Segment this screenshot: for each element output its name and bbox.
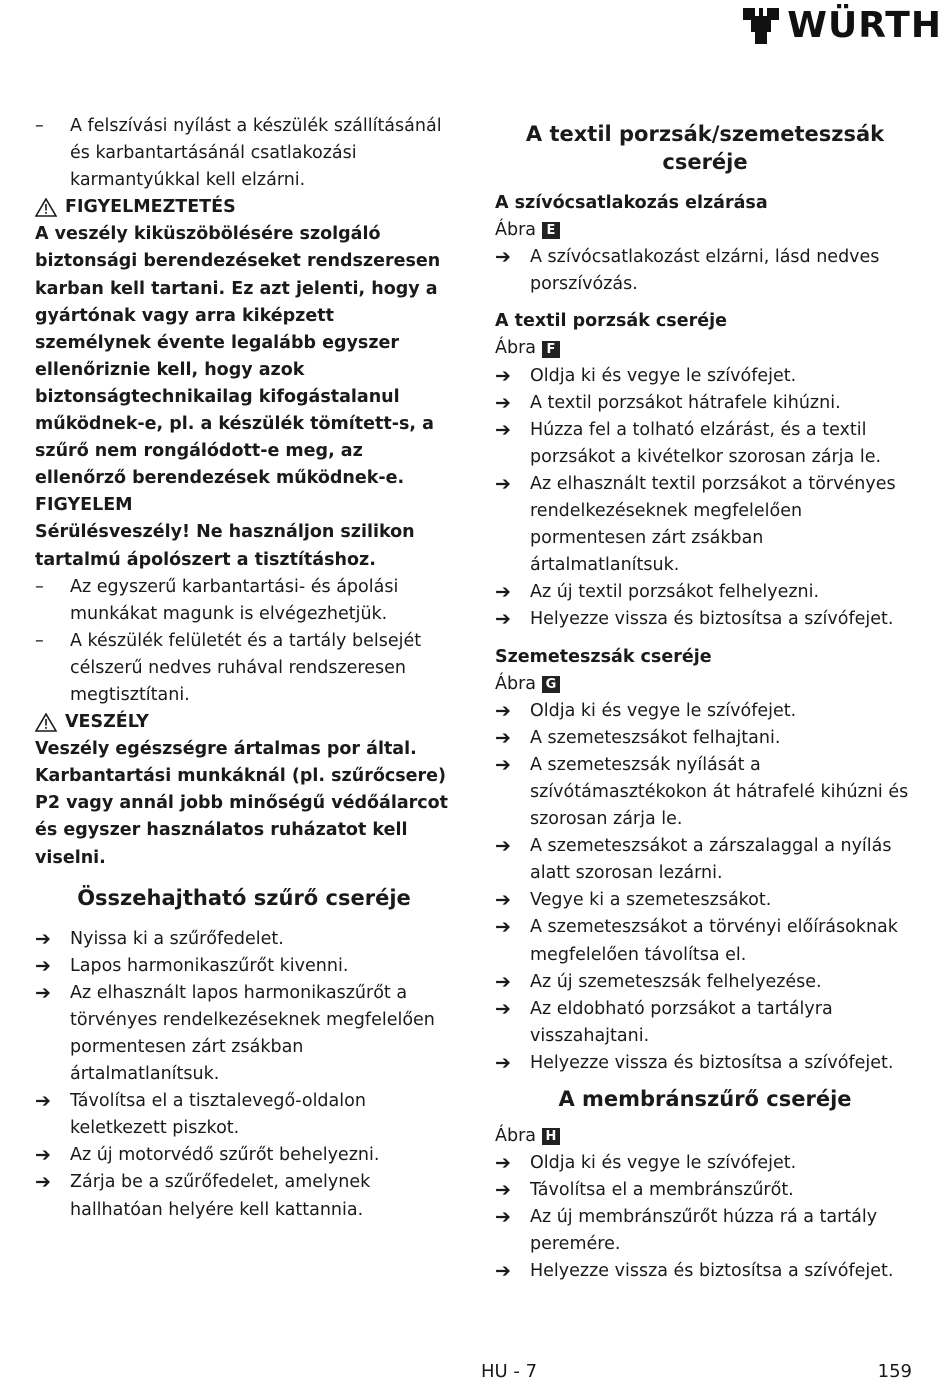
- dash-item: – Az egyszerű karbantartási- és ápolási munkákat magunk is elvégezhetjük.: [35, 574, 453, 628]
- step-item: ➔ Távolítsa el a tisztalevegő-oldalon keletkezett piszkot.: [35, 1090, 366, 1139]
- arrow-right-icon: ➔: [495, 997, 511, 1020]
- figure-letter-badge: H: [542, 1128, 560, 1145]
- arrow-right-icon: ➔: [35, 981, 51, 1004]
- arrow-right-icon: ➔: [495, 1051, 511, 1074]
- subsection-heading: A textil porzsák cseréje: [495, 311, 727, 332]
- page-number: 159: [877, 1361, 912, 1382]
- arrow-right-icon: ➔: [35, 1090, 51, 1113]
- arrow-right-icon: ➔: [495, 608, 511, 631]
- section-title-membrane: A membránszűrő cseréje: [558, 1087, 852, 1111]
- step-item: ➔ Helyezze vissza és biztosítsa a szívófejet.: [495, 606, 915, 633]
- step-item: ➔ Az elhasznált lapos harmonikaszűrőt a törvényes rendelkezéseknek megfelelően pormentesen zárt zsákban ártalmatlanítsuk.: [35, 981, 435, 1085]
- step-item: ➔ A szemeteszsákot a zárszalaggal a nyílás alatt szorosan lezárni.: [495, 835, 892, 884]
- warning-triangle-icon: [35, 198, 57, 217]
- step-item: ➔ Helyezze vissza és biztosítsa a szívófejet.: [495, 1258, 915, 1285]
- arrow-right-icon: ➔: [495, 970, 511, 993]
- figure-letter-badge: E: [542, 222, 560, 239]
- caution-label: FIGYELEM: [35, 495, 133, 516]
- step-item: ➔ Az új motorvédő szűrőt behelyezni.: [35, 1142, 453, 1169]
- section-title-filter: Összehajtható szűrő cseréje: [77, 885, 411, 910]
- step-item: ➔ Lapos harmonikaszűrőt kivenni.: [35, 953, 453, 980]
- step-item: ➔ Oldja ki és vegye le szívófejet.: [495, 698, 915, 725]
- step-item: ➔ Zárja be a szűrőfedelet, amelynek hallhatóan helyére kell kattannia.: [35, 1171, 371, 1220]
- step-item: ➔ A szemeteszsákot felhajtani.: [495, 725, 915, 752]
- arrow-right-icon: ➔: [35, 954, 51, 977]
- step-item: ➔ Helyezze vissza és biztosítsa a szívófejet.: [495, 1050, 915, 1077]
- step-item: ➔ A textil porzsákot hátrafele kihúzni.: [495, 390, 915, 417]
- step-item: ➔ Vegye ki a szemeteszsákot.: [495, 887, 915, 914]
- danger-text: Veszély egészségre ártalmas por által. Karbantartási munkáknál (pl. szűrőcsere) P2 vagy annál jobb minőségű védőálarcot és egyszer használatos ruházatot kell viselni.: [35, 739, 449, 868]
- figure-ref: Ábra F: [495, 335, 915, 362]
- arrow-right-icon: ➔: [495, 1206, 511, 1229]
- warning-triangle-icon: [35, 713, 57, 732]
- step-item: ➔ Az új membránszűrőt húzza rá a tartály peremére.: [495, 1206, 878, 1255]
- step-item: ➔ Nyissa ki a szűrőfedelet.: [35, 926, 453, 953]
- arrow-right-icon: ➔: [495, 1152, 511, 1175]
- step-item: ➔ Az elhasznált textil porzsákot a törvényes rendelkezéseknek megfelelően pormentesen zárt zsákban ártalmatlanítsuk.: [495, 472, 896, 576]
- step-item: ➔ Az új szemeteszsák felhelyezése.: [495, 969, 915, 996]
- dash-item: – A készülék felületét és a tartály belsejét célszerű nedves ruhával rendszeresen megtisztítani.: [35, 628, 453, 709]
- arrow-right-icon: ➔: [495, 391, 511, 414]
- caution-text: Sérülésveszély! Ne használjon szilikon tartalmú ápolószert a tisztításhoz.: [35, 522, 415, 570]
- step-item: ➔ A szemeteszsák nyílását a szívótámasztékokon át hátrafelé kihúzni és szorosan zárja le.: [495, 753, 909, 830]
- step-item: ➔ Oldja ki és vegye le szívófejet.: [495, 363, 915, 390]
- arrow-right-icon: ➔: [495, 835, 511, 858]
- arrow-right-icon: ➔: [495, 916, 511, 939]
- arrow-right-icon: ➔: [495, 418, 511, 441]
- left-column: [35, 113, 453, 1224]
- arrow-right-icon: ➔: [495, 726, 511, 749]
- figure-letter-badge: F: [542, 341, 560, 358]
- subsection-heading: A szívócsatlakozás elzárása: [495, 193, 768, 213]
- brand-name: WÜRTH: [787, 5, 942, 46]
- arrow-right-icon: ➔: [495, 753, 511, 776]
- wurth-logo-icon: [741, 6, 781, 46]
- intro-dash-item: – A felszívási nyílást a készülék szállításánál és karbantartásánál csatlakozási karmantyúkkal kell elzárni.: [35, 113, 453, 194]
- subsection-heading: Szemeteszsák cseréje: [495, 646, 712, 667]
- arrow-right-icon: ➔: [495, 1260, 511, 1283]
- step-item: ➔ Az új textil porzsákot felhelyezni.: [495, 579, 915, 606]
- danger-label: VESZÉLY: [65, 712, 149, 733]
- footer-section-label: HU - 7: [481, 1361, 538, 1382]
- figure-ref: Ábra H: [495, 1123, 915, 1150]
- step-item: ➔ Húzza fel a tolható elzárást, és a textil porzsákot a kivételkor szorosan zárja le.: [495, 418, 882, 467]
- arrow-right-icon: ➔: [35, 927, 51, 950]
- right-column: [495, 120, 915, 1286]
- section-title-bag: A textil porzsák/szemeteszsák cseréje: [525, 122, 885, 174]
- danger-heading: [35, 709, 453, 736]
- step-item: ➔ Távolítsa el a membránszűrőt.: [495, 1177, 915, 1204]
- warning-label: FIGYELMEZTETÉS: [65, 197, 236, 218]
- arrow-right-icon: ➔: [495, 246, 511, 269]
- arrow-right-icon: ➔: [495, 889, 511, 912]
- figure-letter-badge: G: [542, 676, 560, 693]
- arrow-right-icon: ➔: [495, 1179, 511, 1202]
- arrow-right-icon: ➔: [35, 1171, 51, 1194]
- filter-steps: [35, 926, 453, 1224]
- figure-ref: Ábra G: [495, 671, 915, 698]
- step-item: ➔ Az eldobható porzsákot a tartályra visszahajtani.: [495, 997, 833, 1046]
- arrow-right-icon: ➔: [35, 1144, 51, 1167]
- step-item: ➔ Oldja ki és vegye le szívófejet.: [495, 1150, 915, 1177]
- arrow-right-icon: ➔: [495, 699, 511, 722]
- arrow-right-icon: ➔: [495, 364, 511, 387]
- step-item: ➔ A szemeteszsákot a törvényi előírásoknak megfelelően távolítsa el.: [495, 916, 898, 965]
- arrow-right-icon: ➔: [495, 472, 511, 495]
- warning-text: A veszély kiküszöbölésére szolgáló biztonsági berendezéseket rendszeresen karban kell tartani. Ez azt jelenti, hogy a gyártónak vagy arra kiképzett személynek évente legalább egyszer ellenőriznie kell, hogy azok biztonságtechnikailag kifogástalanul működnek-e, pl. a készülék tömített-s, a szűrő nem rongálódott-e meg, az ellenőrző berendezések működnek-e.: [35, 224, 441, 489]
- wurth-logo: [741, 4, 942, 48]
- figure-ref: Ábra E: [495, 217, 915, 244]
- warning-heading: [35, 194, 453, 221]
- step-item: ➔ A szívócsatlakozást elzárni, lásd nedves porszívózás.: [495, 246, 880, 295]
- arrow-right-icon: ➔: [495, 581, 511, 604]
